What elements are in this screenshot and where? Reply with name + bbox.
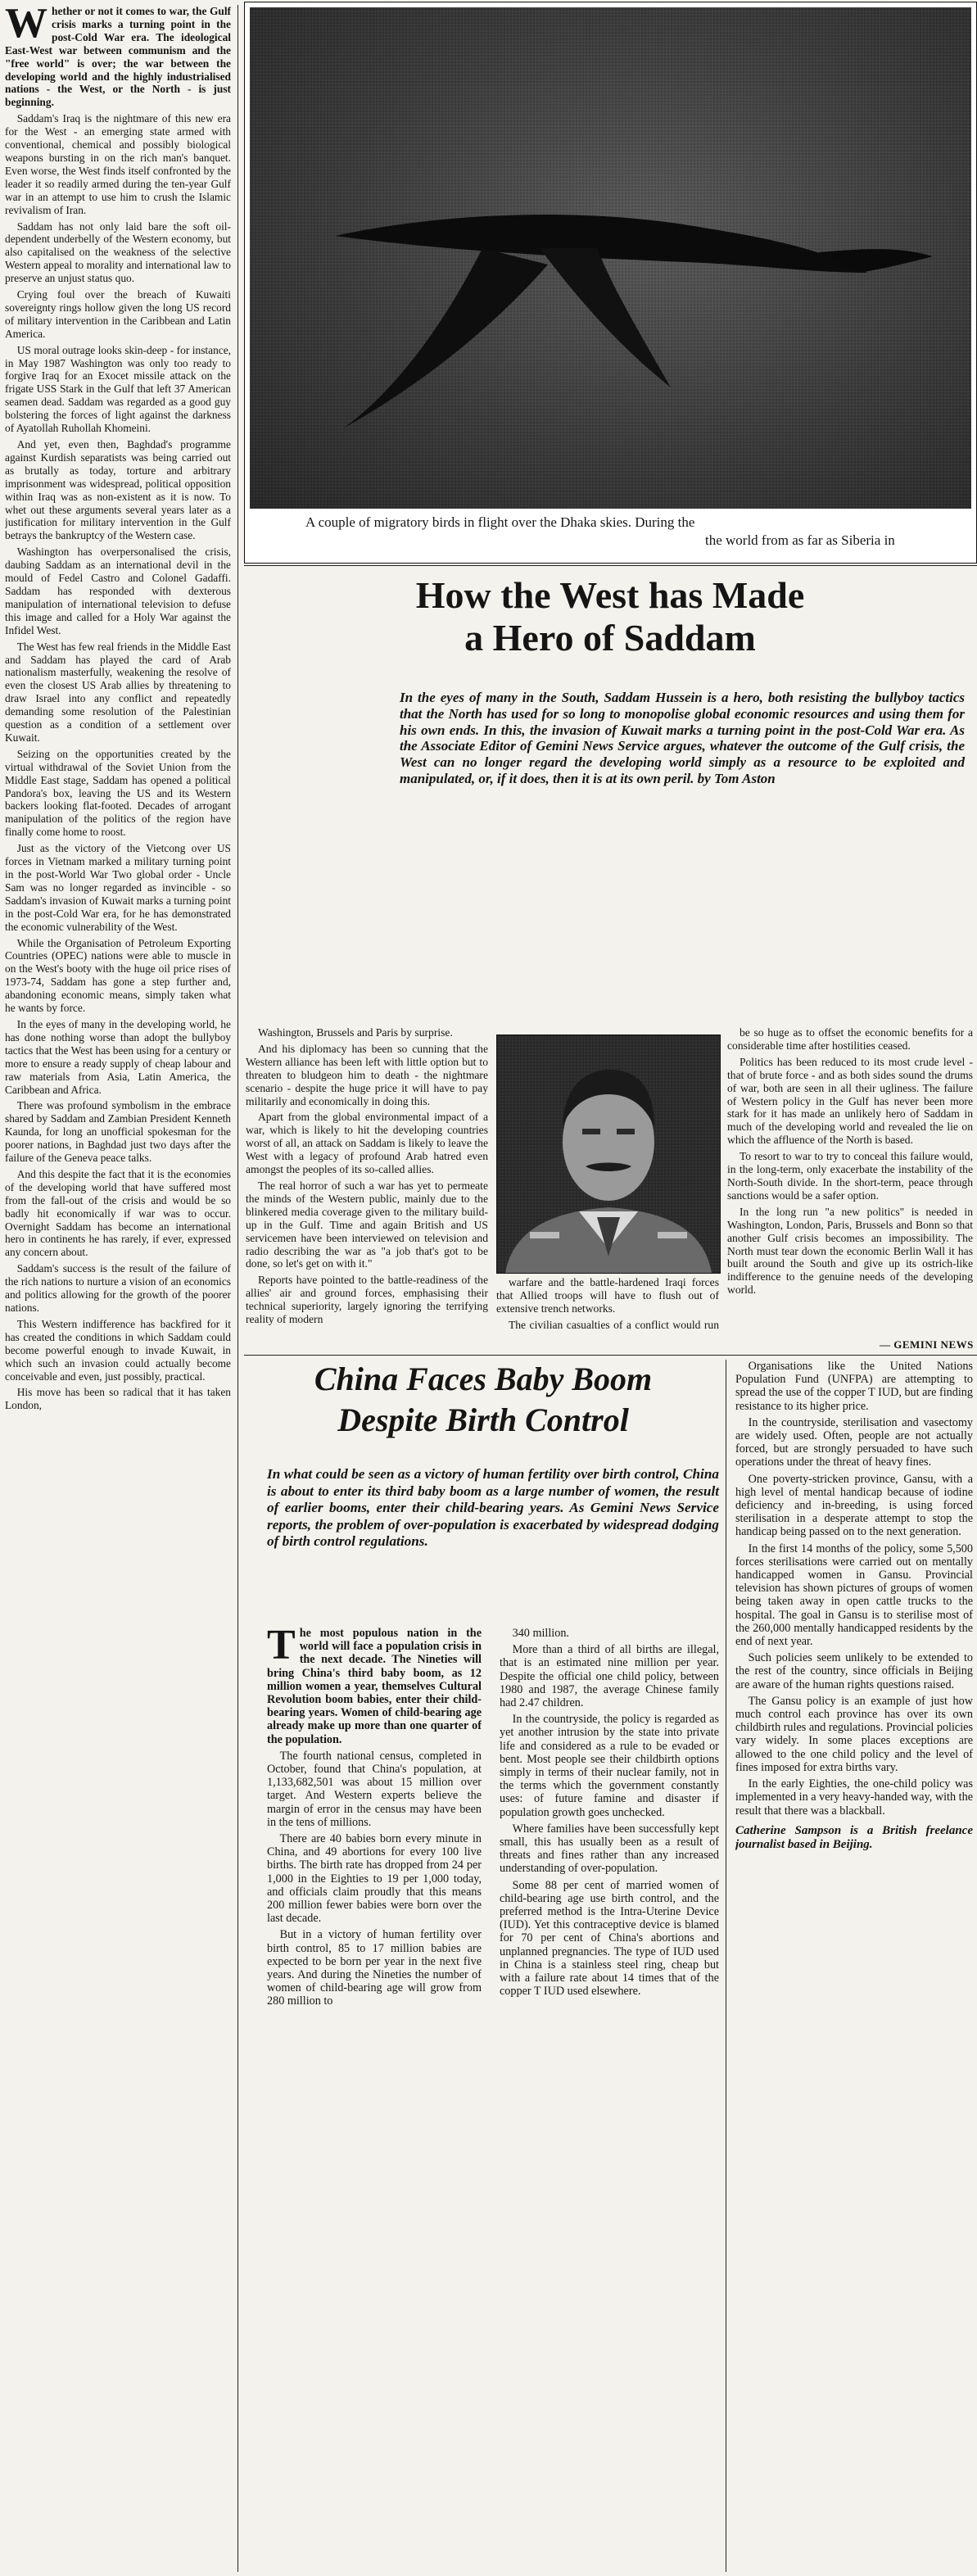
paragraph: In the countryside, the policy is regarded as yet another intrusion by the state into private life and considered as a rule to be evaded or bent. Most people see their childbirth options simply in terms of their nuclear family, not in the terms which the government constantly uses: of future famine and disaster if population growth goes unchecked. — [500, 1713, 719, 1819]
drop-cap: T — [267, 1627, 296, 1668]
paragraph: Politics has been reduced to its most crude level - that of brute force - and as both sides sound the drums of war, both are seen in all their ugliness. The failure of Western policy in the Gulf has never been more stark for it has made an unlikely hero of Saddam in much of the developing world and revealed the lie on which the affluence of the North is based. — [727, 1055, 973, 1147]
paragraph: Where families have been successfully kept small, this has usually been as a result of threats and fines rather than any increased understanding of over-population. — [500, 1822, 719, 1876]
paragraph: The West has few real friends in the Middle East and Saddam has played the card of Arab nationalism masterfully, weakening the resolve of even the closest US Arab allies by threatening to draw Israel into any conflict and repeatedly demanding some resolution of the Palestinian question as a condition of a settlement over Kuwait. — [5, 640, 231, 744]
saddam-portrait — [496, 1034, 721, 1274]
paragraph: The fourth national census, completed in October, found that China's population, at 1,133,682,501 was about 15 million over target. And Western experts believe the margin of error in the census may have been in the tens of millions. — [267, 1749, 482, 1829]
paragraph: be so huge as to offset the economic benefits for a considerable time after hostilities ceased. — [727, 1026, 973, 1052]
section-divider — [244, 565, 977, 566]
paragraph: Just as the victory of the Vietcong over US forces in Vietnam marked a military turning point in the post-World War Two global order - Uncle Sam was no longer regarded as invincible - so Saddam's invasion of Kuwait marks a turning point in the post-Cold War era, for he has demonstrated the economic vulnerability of the West. — [5, 842, 231, 933]
paragraph: Seizing on the opportunities created by the virtual withdrawal of the Soviet Union from the Middle East stage, Saddam has opened a political Pandora's box, leaving the US and its Western backers looking flat-footed. Decades of arrogant manipulation of the politics of the region have finally come home to roost. — [5, 747, 231, 839]
paragraph: Saddam has not only laid bare the soft oil-dependent underbelly of the Western economy, but also capitalised on the weakness of the selective Western appeal to morality and international law to preserve an unjust status quo. — [5, 220, 231, 285]
paragraph: Some 88 per cent of married women of child-bearing age use birth control, and the preferred method is the Intra-Uterine Device (IUD). Yet this contraceptive device is blamed for 70 per cent of China's abortions and unplanned pregnancies. The type of IUD used in China is a stainless steel ring, cheap but with a failure rate about 14 times that of the copper T IUD used elsewhere. — [500, 1878, 719, 1999]
china-column-2-body — [500, 1627, 719, 1998]
paragraph: Saddam's success is the result of the failure of the rich nations to nurture a vision of an economics and politics allowing for the growth of the poorer nations. — [5, 1262, 231, 1314]
paragraph: To resort to war to try to conceal this failure would, in the long-term, only exacerbate the instability of the North-South divide. In the short-term, peace through sanctions would be a safer option. — [727, 1150, 973, 1202]
paragraph: The civilian casualties of a conflict would run — [508, 1318, 719, 1331]
china-deck: In what could be seen as a victory of human fertility over birth control, China is about to enter its third baby boom as a large number of women, the result of earlier booms, enter their child-bearing years. As Gemini News Service reports, the problem of over-population is exacerbated by widespread dodging of birth control regulations. — [267, 1466, 719, 1549]
paragraph: This Western indifference has backfired for it has created the conditions in which Saddam could become powerful enough to invade Kuwait, in which such an invasion could actually become conceivable and even, just possibly, practical. — [5, 1317, 231, 1383]
saddam-right-column — [727, 1026, 973, 1331]
paragraph: Washington, Brussels and Paris by surprise. — [257, 1026, 453, 1039]
bird-photo-caption-line1: A couple of migratory birds in flight over the Dhaka skies. During the — [305, 514, 695, 530]
paragraph: Organisations like the United Nations Population Fund (UNFPA) are attempting to spread the use of the copper T IUD, but are finding resistance to its higher price. — [735, 1360, 973, 1413]
bird-photo-caption-line2: the world from as far as Siberia in — [705, 532, 895, 548]
paragraph: The real horror of such a war has yet to permeate the minds of the Western public, mainly due to the blinkered media coverage given to the military build-up in the Gulf. Time and again British and US servicemen have been interviewed on television and radio describing the war as "a job that's got to be done, so let's get on with it." — [246, 1179, 488, 1270]
saddam-center-column — [496, 1276, 719, 1332]
china-column-1 — [267, 1627, 482, 2575]
paragraph: 340 million. — [512, 1627, 569, 1640]
paragraph: There are 40 babies born every minute in China, and 49 abortions for every 100 live births. The birth rate has dropped from 24 per 1,000 in the Eighties to 19 per 1,000 today, and officials claim proudly that this means 200 million fewer babies were born over the last decade. — [267, 1832, 482, 1926]
saddam-middle-column-body — [246, 1026, 488, 1326]
bird-photo — [244, 2, 977, 564]
saddam-headline-line2: a Hero of Saddam — [464, 617, 756, 659]
paragraph: The Gansu policy is an example of just how much control each province has over its own childbirth rules and regulations. Provincial policies vary widely. In some places exceptions are allowed to the one child policy and the level of fines imposed for extra births vary. — [735, 1694, 973, 1774]
saddam-portrait-image — [497, 1035, 720, 1273]
china-author-credit: Catherine Sampson is a British freelance journalist based in Beijing. — [735, 1823, 973, 1851]
paragraph: warfare and the battle-hardened Iraqi forces that Allied troops will have to flush out of extensive trench networks. — [496, 1276, 719, 1315]
saddam-deck: In the eyes of many in the South, Saddam Hussein is a hero, both resisting the bullyboy tactics that the North has used for so long to monopolise global economic resources and using them for his own ends. In this, the invasion of Kuwait marks a turning point in the post-Cold War era. As the Associate Editor of Gemini News Service argues, whatever the outcome of the Gulf crisis, the West can no longer regard the developing world simply as a resource to be exploited and manipulated, or, if it does, then it is at its own peril. by Tom Aston — [400, 690, 965, 786]
china-column-3 — [735, 1360, 973, 2575]
china-headline-line2: Despite Birth Control — [337, 1401, 629, 1438]
column-divider — [237, 5, 238, 2572]
saddam-left-column-body — [5, 5, 231, 1412]
paragraph: US moral outrage looks skin-deep - for instance, in May 1987 Washington was only too ready to forgive Iraq for an Exocet missile attack on the frigate USS Stark in the Gulf that left 37 American seamen dead. Saddam was regarded as a good guy bolstering the forces of light against the darkness of Ayatollah Ruhollah Khomeini. — [5, 343, 231, 435]
paragraph: In the countryside, sterilisation and vasectomy are widely used. Often, people are not actually forced, but are strongly persuaded to have such operations under the threat of heavy fines. — [735, 1415, 973, 1469]
bird-photo-image — [245, 2, 976, 563]
china-column-3-body — [735, 1360, 973, 1818]
saddam-middle-column — [246, 1026, 488, 1331]
paragraph: Washington has overpersonalised the crisis, daubing Saddam as an international devil in the mould of Fedel Castro and Colonel Gadaffi. Saddam has responded with dexterous manipulation of international television to defuse this image and called for a Holy War against the Infidel West. — [5, 546, 231, 636]
paragraph: In the early Eighties, the one-child policy was implemented in a very heavy-handed way, with the result that there was a blackball. — [735, 1777, 973, 1818]
paragraph: And this despite the fact that it is the economies of the developing world that have suffered most from the fall-out of the crisis and would be so badly hit economically if war was to occur. Overnight Saddam has become an international hero in continents he has rarely, if ever, expressed any concern about. — [5, 1167, 231, 1259]
china-column-1-body — [267, 1627, 482, 2008]
paragraph: Crying foul over the breach of Kuwaiti sovereignty rings hollow given the long US record of military intervention in the Caribbean and Latin America. — [5, 288, 231, 340]
drop-cap: W — [5, 5, 47, 47]
paragraph: The most populous nation in the world will face a population crisis in the next decade. The Nineties will bring China's third baby boom, as 12 million women a year, themselves Cultural Revolution boom babies, enter their child-bearing years. Women of child-bearing age already make up more than one quarter of the population. — [267, 1627, 482, 1746]
gemini-news-signoff: — GEMINI NEWS — [880, 1338, 974, 1351]
paragraph: In the eyes of many in the developing world, he has done nothing worse than adopt the bullyboy tactics that the West has been using for a century or more to ensure a ready supply of cheap labour and raw materials from Asia, Latin America, the Caribbean and Africa. — [5, 1017, 231, 1096]
paragraph: His move has been so radical that it has taken London, — [5, 1386, 231, 1412]
paragraph: More than a third of all births are illegal, that is an estimated nine million per year. Despite the official one child policy, between 1980 and 1987, the average Chinese family had 2.47 children. — [500, 1643, 719, 1710]
section-divider — [244, 1355, 977, 1356]
china-headline-line1: China Faces Baby Boom — [314, 1360, 653, 1397]
paragraph: There was profound symbolism in the embrace shared by Saddam and Zambian President Kenneth Kaunda, for long an unofficial spokesman for the poorer nations, in Baghdad just two days after the failure of the Geneva peace talks. — [5, 1099, 231, 1165]
paragraph: One poverty-stricken province, Gansu, with a high level of mental handicap because of iodine deficiency and in-breeding, is using forced sterilisation in a desperate attempt to stop the handicap being passed on to the next generation. — [735, 1472, 973, 1539]
saddam-center-column-body — [496, 1276, 719, 1332]
paragraph: And yet, even then, Baghdad's programme against Kurdish separatists was being carried out as brutally as today, torture and arbitrary imprisonment was widespread, political opposition within Iraq was as non-existent as it is now. To whet out these arguments several years later as a justification for military intervention in the Gulf betrays the bankruptcy of the Western case. — [5, 438, 231, 542]
paragraph: Such policies seem unlikely to be extended to the rest of the country, since officials in Beijing are aware of the human rights questions raised. — [735, 1651, 973, 1691]
paragraph: And his diplomacy has been so cunning that the Western alliance has been left with little option but to threaten to bludgeon him to death - the nightmare scenario - despite the huge price it will have to pay militarily and economically in doing this. — [246, 1042, 488, 1107]
china-column-2 — [500, 1627, 719, 2575]
paragraph: While the Organisation of Petroleum Exporting Countries (OPEC) nations were able to muscle in on the West's booty with the huge oil price rises of 1973-74, Saddam has gone a step further and, abandoning economic means, simply taken what he wants by force. — [5, 936, 231, 1015]
paragraph: Whether or not it comes to war, the Gulf crisis marks a turning point in the post-Cold War era. The ideological East-West war between communism and the "free world" is over; the war between the developing world and the highly industrialised nations - the West, or the North - is just beginning. — [5, 5, 231, 109]
paragraph: But in a victory of human fertility over birth control, 85 to 17 million babies are expected to be born per year in the next five years. And during the Nineties the number of women of child-bearing age will grow from 280 million to — [267, 1928, 482, 2008]
paragraph: In the long run "a new politics" is needed in Washington, London, Paris, Brussels and Bonn so that another Gulf crisis becomes an impossibility. The North must tear down the economic Berlin Wall it has built around the South and give up its ostrich-like indifference to the genuine needs of the developing world. — [727, 1205, 973, 1297]
paragraph: Reports have pointed to the battle-readiness of the allies' air and ground forces, emphasising their technical superiority, largely ignoring the terrifying reality of modern — [246, 1274, 488, 1326]
paragraph: Saddam's Iraq is the nightmare of this new era for the West - an emerging state armed with conventional, chemical and possibly biological weapons bursting in on the rich man's banquet. Even worse, the West finds itself confronted by the leader it so readily armed during the ten-year Gulf war in an attempt to use him to crush the Islamic revivalism of Iran. — [5, 112, 231, 216]
paragraph: Apart from the global environmental impact of a war, which is likely to hit the developing countries worst of all, an attack on Saddam is likely to leave the West with a legacy of profound Arab hatred even amongst the peoples of its so-called allies. — [246, 1111, 488, 1176]
saddam-left-column — [5, 5, 231, 2570]
saddam-right-column-body — [727, 1026, 973, 1297]
paragraph: In the first 14 months of the policy, some 5,500 forces sterilisations were carried out on mentally handicapped women in Gansu. Provincial television has shown pictures of groups of women being taken away in open cattle trucks to the hospital. The goal in Gansu is to sterilise most of the 260,000 mentally handicapped residents by the end of next year. — [735, 1542, 973, 1649]
saddam-headline-line1: How the West has Made — [415, 574, 805, 616]
